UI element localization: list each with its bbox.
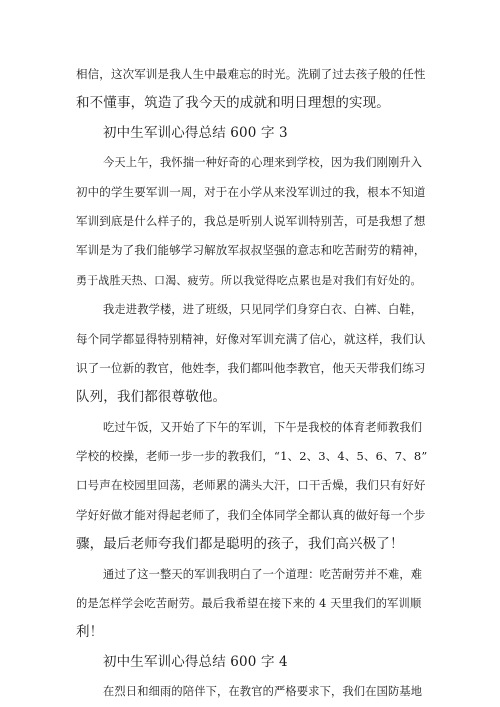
text-line: 骤，最后老师夸我们都是聪明的孩子，我们高兴极了！: [76, 536, 404, 553]
paragraph-start-line: 我走进教学楼，进了班级，只见同学们身穿白衣、白裤、白鞋，: [103, 303, 423, 317]
text-line: 军训到底是什么样子的，我总是听别人说军训特别苦，可是我想了想: [76, 213, 426, 228]
text-line: 的是怎样学会吃苦耐劳。最后我希望在接下来的 4 天里我们的军训顺: [76, 597, 422, 611]
text-line: 学好好做才能对得起老师了，我们全体同学全都认真的做好每一个步: [76, 507, 426, 522]
text-line: 军训是为了我们能够学习解放军叔叔坚强的意志和吃苦耐劳的精神，: [76, 243, 426, 258]
section-heading: 初中生军训心得总结 600 字 3: [103, 124, 288, 141]
text-line: 口号声在校园里回荡，老师累的满头大汗，口干舌燥，我们只有好好: [76, 478, 426, 493]
text-line: 识了一位新的教官，他姓李，我们都叫他李教官，他天天带我们练习: [76, 360, 426, 375]
paragraph-start-line: 吃过午饭，又开始了下午的军训，下午是我校的体育老师教我们: [103, 420, 423, 434]
paragraph-start-line: 通过了这一整天的军训我明白了一个道理：吃苦耐劳并不难，难: [103, 567, 423, 581]
section-heading: 初中生军训心得总结 600 字 4: [103, 653, 288, 670]
text-line: 每个同学都显得特别精神，好像对军训充满了信心，就这样，我们认: [76, 331, 426, 346]
document-page: [76, 60, 428, 707]
paragraph-start-line: 今天上午，我怀揣一种好奇的心理来到学校，因为我们刚刚升入: [103, 156, 423, 170]
paragraph-start-line: 在烈日和细雨的陪伴下，在教官的严格要求下，我们在国防基地: [103, 685, 423, 699]
text-line: 利！: [76, 624, 104, 641]
text-line: 勇于战胜天热、口渴、疲劳。所以我觉得吃点累也是对我们有好处的。: [76, 273, 422, 287]
text-line: 相信，这次军训是我人生中最难忘的时光。洗刷了过去孩子般的任性: [76, 67, 426, 81]
text-line: 和不懂事，筑造了我今天的成就和明日理想的实现。: [76, 95, 390, 112]
text-line: 学校的校操，老师一步一步的教我们，“1、2、3、4、5、6、7、8”: [76, 449, 428, 464]
text-line: 队列，我们都很尊敬他。: [76, 389, 227, 406]
text-line: 初中的学生要军训一周，对于在小学从来没军训过的我，根本不知道: [76, 184, 426, 199]
